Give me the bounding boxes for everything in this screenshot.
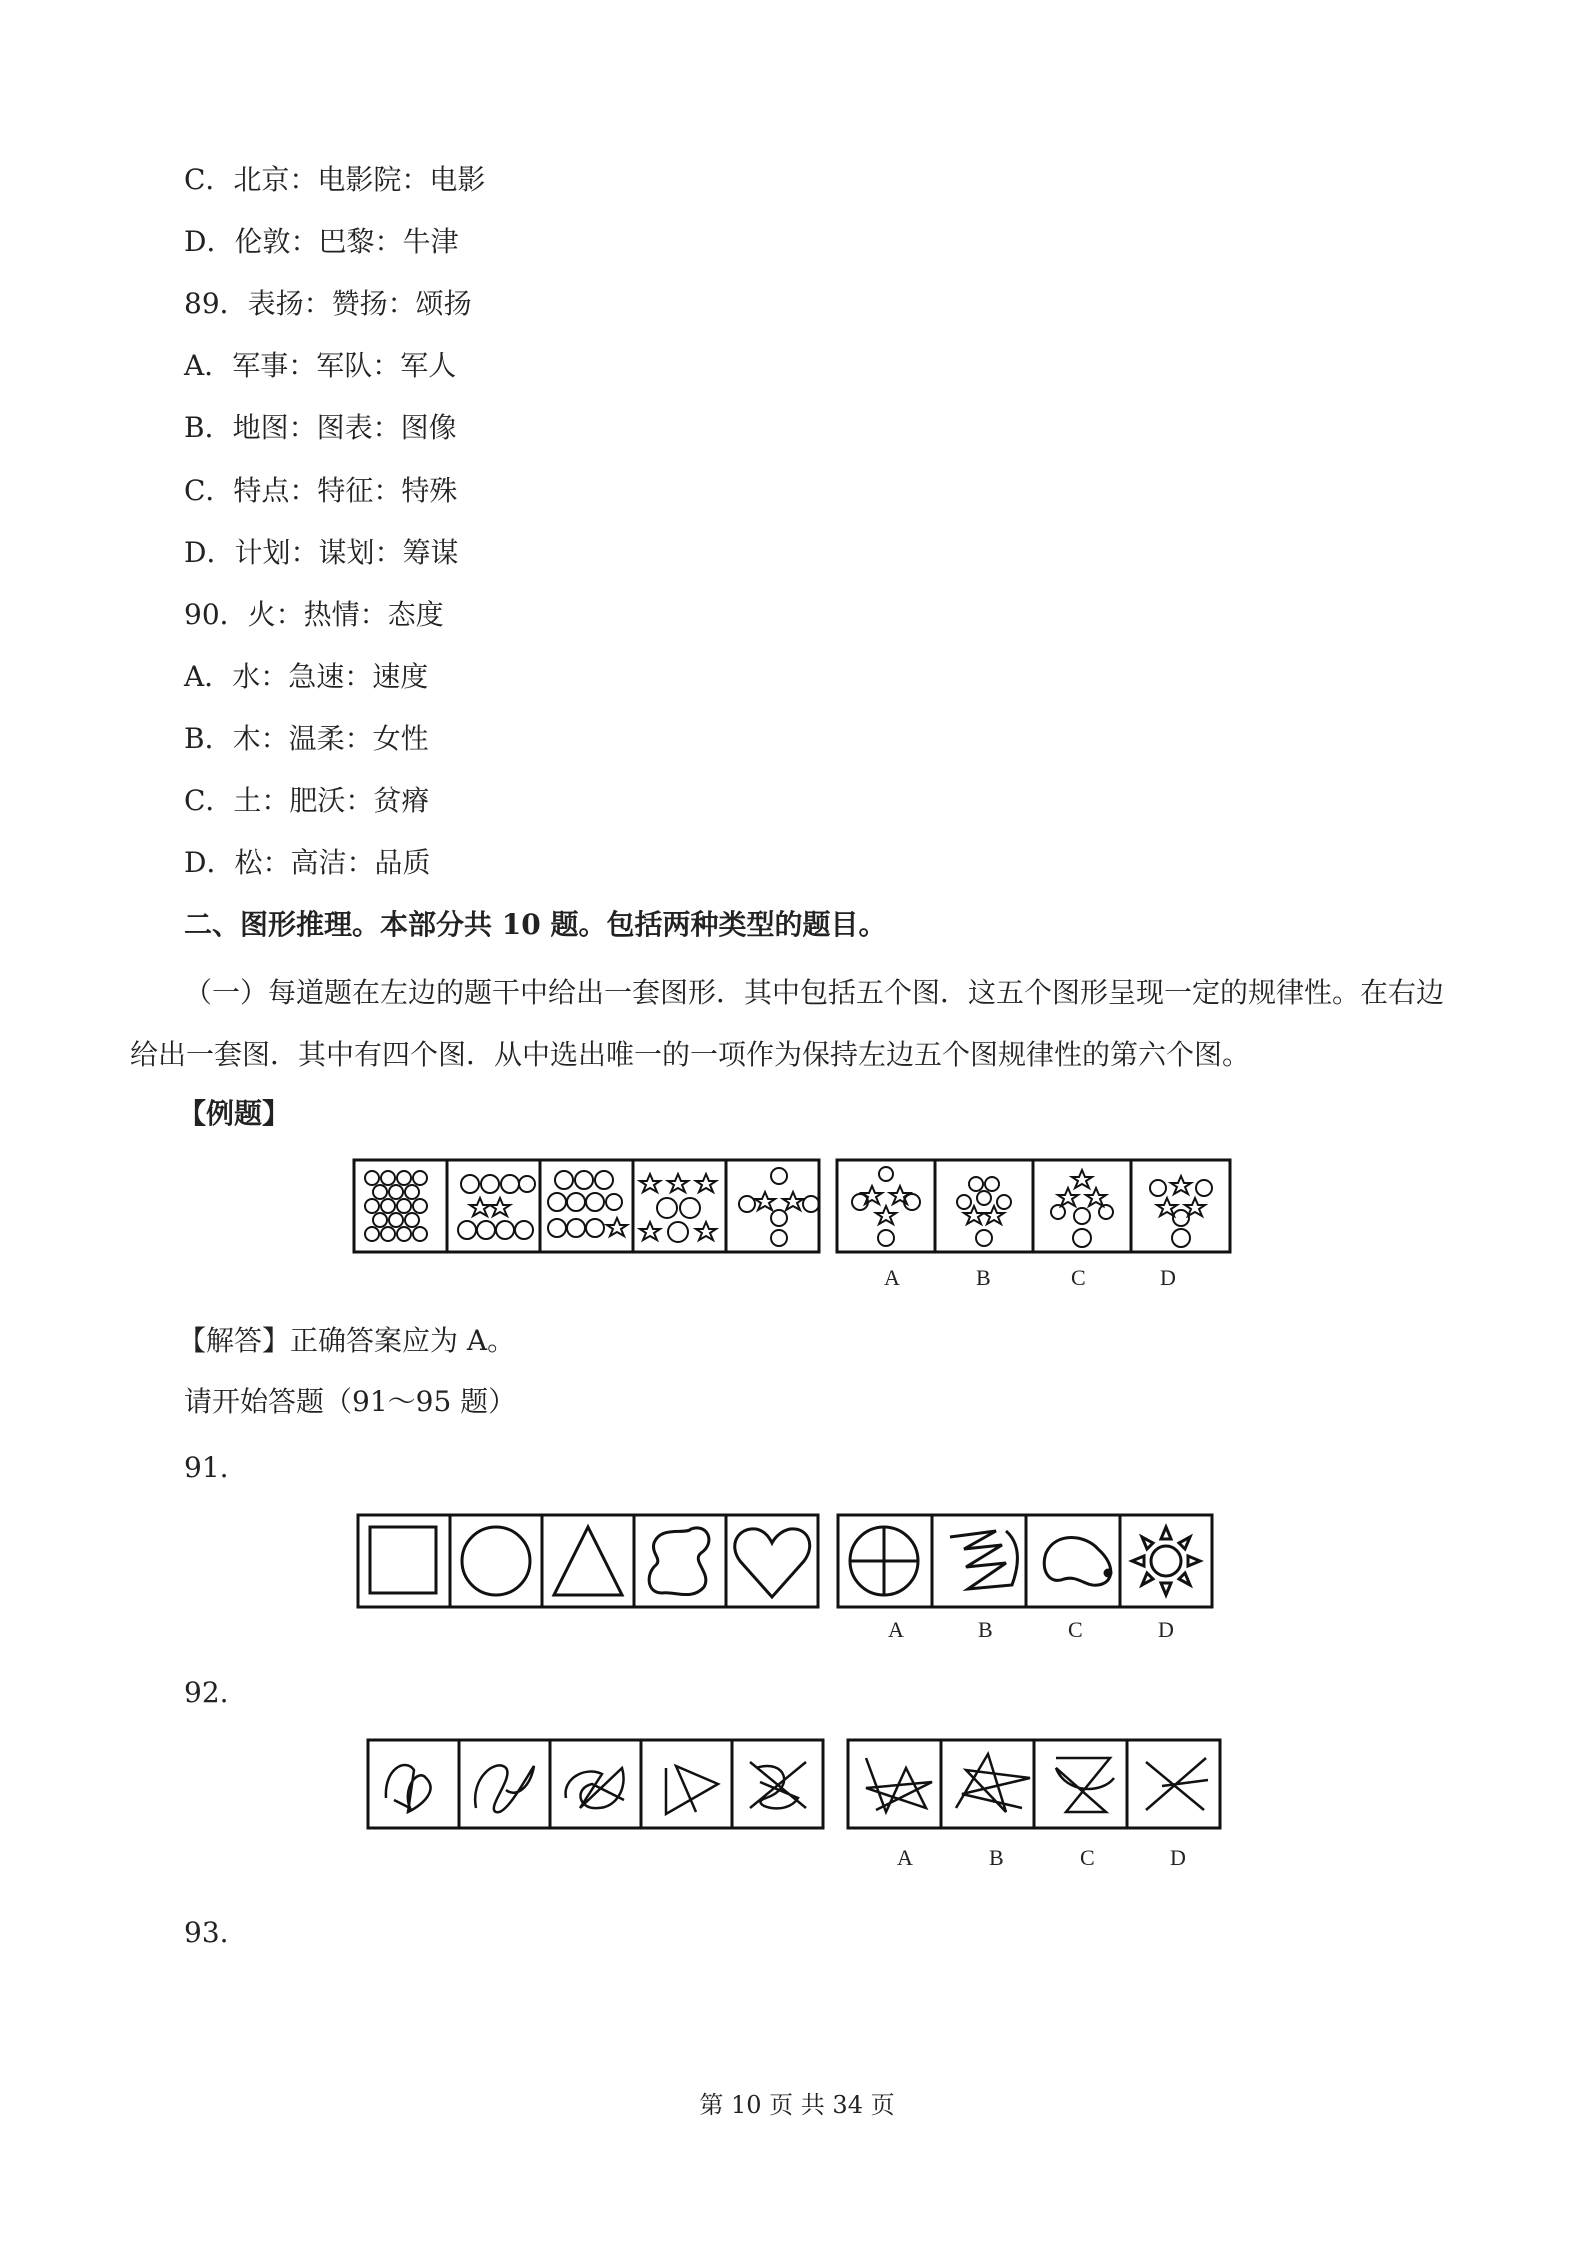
question-93: 93.: [184, 1916, 229, 1949]
square-icon: [370, 1527, 436, 1593]
option-a-line: A．水：急速：速度: [184, 660, 429, 693]
stars-circles-icon: [640, 1174, 716, 1242]
option-a-line: A．军事：军队：军人: [184, 349, 457, 382]
example-label-b: B: [976, 1265, 991, 1290]
example-label: 【例题】: [178, 1097, 291, 1130]
blob-icon: [649, 1528, 709, 1595]
question-92: 92.: [184, 1676, 229, 1709]
scribble-2-icon: [475, 1765, 534, 1812]
q92-label-a: A: [897, 1845, 913, 1870]
example-label-a: A: [884, 1265, 900, 1290]
example-figure-svg: [352, 1158, 1232, 1258]
option-d-line: D．计划：谋划：筹谋: [184, 536, 459, 569]
q91-figure: [356, 1513, 1216, 1613]
option-c-pattern-icon: [1051, 1170, 1113, 1247]
circle-icon: [462, 1527, 530, 1595]
q91-label-b: B: [978, 1617, 993, 1642]
question-91: 91.: [184, 1451, 229, 1484]
question-89: 89．表扬：赞扬：颂扬: [184, 287, 472, 320]
answer-text: 【解答】正确答案应为 A。: [178, 1324, 516, 1357]
scribble-1-icon: [386, 1765, 431, 1812]
circles-cluster-icon: [548, 1171, 627, 1237]
zigzag-c-icon: [1056, 1758, 1114, 1812]
option-d-line: D．松：高洁：品质: [184, 846, 431, 879]
option-c-line: C．特点：特征：特殊: [184, 474, 458, 507]
sun-icon: [1132, 1527, 1200, 1595]
option-c-line: C．土：肥沃：贫瘠: [184, 784, 430, 817]
option-b-line: B．木：温柔：女性: [184, 722, 429, 755]
heart-icon: [735, 1529, 810, 1597]
option-d-line: D．伦敦：巴黎：牛津: [184, 225, 459, 258]
question-90: 90．火：热情：态度: [184, 598, 444, 631]
scribble-3-icon: [566, 1768, 624, 1808]
q92-figure: [366, 1738, 1226, 1838]
zigzag-shape-icon: [950, 1531, 1017, 1589]
q91-label-c: C: [1068, 1617, 1083, 1642]
option-d-pattern-icon: [1150, 1176, 1212, 1247]
option-c-line: C．北京：电影院：电影: [184, 163, 486, 196]
q92-label-b: B: [989, 1845, 1004, 1870]
q91-label-d: D: [1158, 1617, 1174, 1642]
instruction-paragraph: （一）每道题在左边的题干中给出一套图形．其中包括五个图．这五个图形呈现一定的规律性。在右边给出一套图．其中有四个图．从中选出唯一的一项作为保持左边五个图规律性的第六个图。: [130, 976, 1445, 1071]
section-title: 二、图形推理。本部分共 10 题。包括两种类型的题目。: [184, 908, 887, 941]
example-label-d: D: [1160, 1265, 1176, 1290]
zigzag-b-icon: [956, 1754, 1030, 1812]
page-footer: 第 10 页 共 34 页: [699, 2091, 895, 2119]
circles-stars-icon: [458, 1175, 535, 1239]
zigzag-d-icon: [1146, 1758, 1208, 1810]
q91-label-a: A: [888, 1617, 904, 1642]
q92-label-c: C: [1080, 1845, 1095, 1870]
option-b-line: B．地图：图表：图像: [184, 411, 457, 444]
scribble-4-icon: [666, 1766, 718, 1814]
example-figure: [352, 1158, 1232, 1258]
option-a-pattern-icon: [852, 1167, 920, 1246]
open-blob-icon: [1044, 1538, 1111, 1586]
option-b-pattern-icon: [957, 1177, 1011, 1246]
example-label-c: C: [1071, 1265, 1086, 1290]
q92-figure-svg: [366, 1738, 1226, 1838]
q91-figure-svg: [356, 1513, 1216, 1613]
zigzag-a-icon: [866, 1758, 932, 1812]
scribble-5-icon: [750, 1762, 806, 1808]
q92-label-d: D: [1170, 1845, 1186, 1870]
stars-ring-icon: [739, 1168, 819, 1246]
circle-grid-icon: [365, 1171, 427, 1241]
triangle-icon: [554, 1527, 622, 1595]
start-instruction: 请开始答题（91～95 题）: [184, 1385, 517, 1418]
